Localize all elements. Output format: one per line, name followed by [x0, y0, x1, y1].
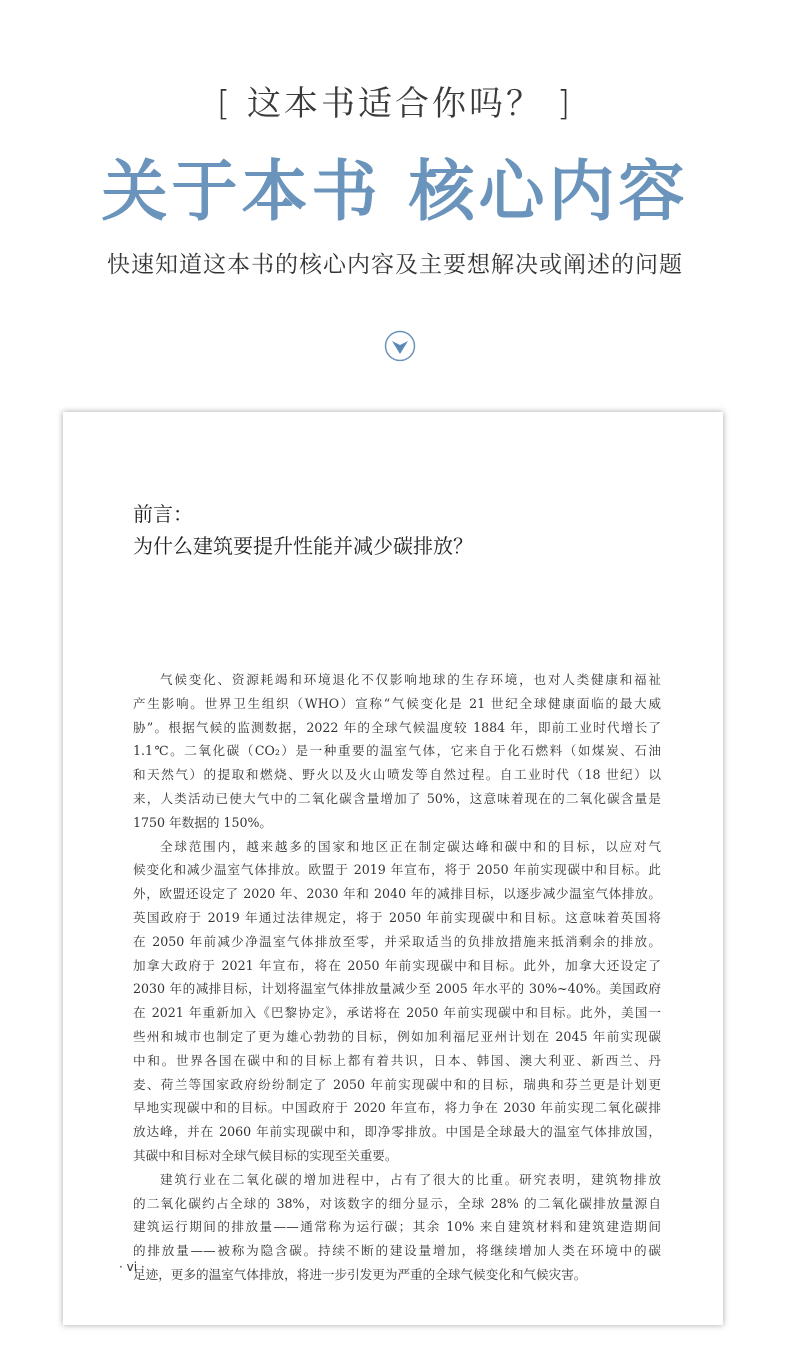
paragraph-line: 1.1℃。二氧化碳（CO₂）是一种重要的温室气体，它来自于化石燃料（如煤炭、石油 [133, 743, 661, 759]
paragraph-line: 的二氧化碳约占全球的 38%，对该数字的细分显示，全球 28% 的二氧化碳排放量源自 [133, 1195, 661, 1211]
bracket-open: [ [216, 84, 234, 124]
page-title: 关于本书 核心内容 [101, 152, 689, 230]
paragraph-line: 建筑行业在二氧化碳的增加进程中，占有了很大的比重。研究表明，建筑物排放 [160, 1171, 661, 1187]
preface-heading [133, 498, 473, 562]
paragraph-line: 早地实现碳中和的目标。中国政府于 2020 年宣布，将力争在 2030 年前实现二氧化碳排 [133, 1100, 661, 1116]
paragraph-line: 英国政府于 2019 年通过法律规定，将于 2050 年前实现碳中和目标。这意味着英国将 [133, 909, 661, 925]
book-page-preview [63, 412, 723, 1325]
paragraph-line: 足迹，更多的温室气体排放，将进一步引发更为严重的全球气候变化和气候灾害。 [133, 1266, 587, 1282]
paragraph-line: 外，欧盟还设定了 2020 年、2030 年和 2040 年的减排目标，以逐步减少温室气体排放。 [133, 886, 661, 902]
paragraph-line: 麦、荷兰等国家政府纷纷制定了 2050 年前实现碳中和的目标，瑞典和芬兰更是计划更 [133, 1076, 661, 1092]
page-number: · vi · [119, 1260, 145, 1274]
bracket-close: ] [556, 84, 574, 124]
preface-body [133, 668, 661, 1287]
paragraph-line: 放达峰，并在 2060 年前实现碳中和，即净零排放。中国是全球最大的温室气体排放国， [133, 1124, 661, 1140]
preface-title: 为什么建筑要提升性能并减少碳排放？ [133, 534, 473, 558]
paragraph-line: 的排放量——被称为隐含碳。持续不断的建设量增加，将继续增加人类在环境中的碳 [133, 1243, 661, 1259]
paragraph-line: 在 2050 年前减少净温室气体排放至零，并采取适当的负排放措施来抵消剩余的排放。 [133, 933, 661, 949]
paragraph-line: 产生影响。世界卫生组织（WHO）宣称“气候变化是 21 世纪全球健康面临的最大威 [133, 695, 661, 711]
paragraph-line: 来，人类活动已使大气中的二氧化碳含量增加了 50%，这意味着现在的二氧化碳含量是 [133, 790, 661, 806]
paragraph-line: 建筑运行期间的排放量——通常称为运行碳；其余 10% 来自建筑材料和建筑建造期间 [133, 1219, 661, 1235]
section-kicker [0, 76, 790, 125]
paragraph-line: 2030 年的减排目标，计划将温室气体排放量减少至 2005 年水平的 30%~40%。美国政府 [133, 981, 661, 997]
paragraph-line: 1750 年数据的 150%。 [133, 814, 273, 830]
chevron-down-circle-icon [384, 330, 416, 362]
paragraph-line: 其碳中和目标对全球气候目标的实现至关重要。 [133, 1147, 398, 1163]
paragraph-line: 中和。世界各国在碳中和的目标上都有着共识，日本、韩国、澳大利亚、新西兰、丹 [133, 1052, 661, 1068]
paragraph-line: 些州和城市也制定了更为雄心勃勃的目标，例如加利福尼亚州计划在 2045 年前实现碳 [133, 1028, 661, 1044]
preface-label: 前言： [133, 502, 193, 526]
paragraph-line: 候变化和减少温室气体排放。欧盟于 2019 年宣布，将于 2050 年前实现碳中和目标。此 [133, 862, 661, 878]
kicker-text: 这本书适合你吗？ [247, 84, 543, 124]
paragraph-line: 气候变化、资源耗竭和环境退化不仅影响地球的生存环境，也对人类健康和福祉 [160, 672, 661, 687]
paragraph-line: 全球范围内，越来越多的国家和地区正在制定碳达峰和碳中和的目标，以应对气 [160, 838, 661, 854]
paragraph-line: 在 2021 年重新加入《巴黎协定》，承诺将在 2050 年前实现碳中和目标。此外，美国一 [133, 1005, 661, 1021]
paragraph-line: 和天然气）的提取和燃烧、野火以及火山喷发等自然过程。自工业时代（18 世纪）以 [133, 767, 661, 783]
paragraph-line: 胁”。根据气候的监测数据，2022 年的全球气候温度较 1884 年，即前工业时代增长了 [133, 719, 661, 735]
page-subtitle: 快速知道这本书的核心内容及主要想解决或阐述的问题 [107, 252, 683, 278]
paragraph-line: 加拿大政府于 2021 年宣布，将在 2050 年前实现碳中和目标。此外，加拿大还设定了 [133, 957, 661, 973]
